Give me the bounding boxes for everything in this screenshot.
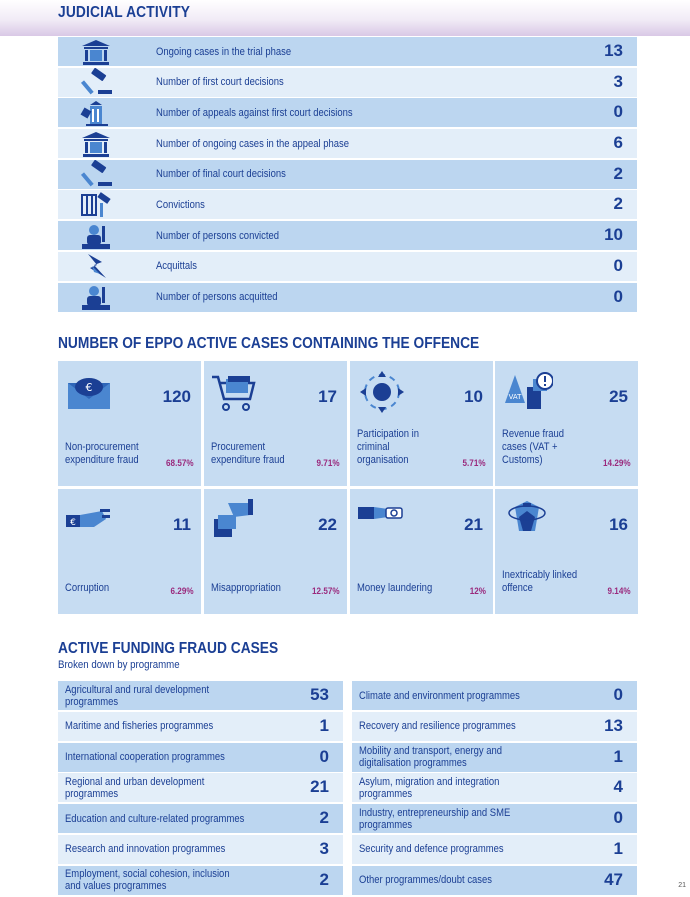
offence-card [350, 489, 493, 614]
offence-label: Inextricably linked offence [502, 569, 578, 594]
funding-row [58, 804, 343, 833]
funding-row [352, 866, 637, 895]
judicial-row-value: 13 [604, 41, 623, 60]
offence-value: 22 [318, 515, 337, 534]
misappropriation-icon [210, 497, 262, 543]
offence-card [58, 489, 201, 614]
judicial-row-value: 0 [613, 255, 623, 275]
judicial-row [58, 252, 637, 281]
judicial-activity-title: JUDICIAL ACTIVITY [58, 4, 191, 21]
judicial-row [58, 160, 637, 189]
funding-row-value: 0 [319, 746, 329, 766]
offence-value: 21 [464, 515, 483, 534]
offence-label: Participation in criminal organisation [357, 428, 420, 466]
funding-row-label: Other programmes/doubt cases [359, 874, 493, 887]
vat-customs-icon [501, 369, 553, 415]
offence-card [204, 361, 347, 486]
conviction-icon [58, 190, 134, 219]
funding-row-value: 0 [613, 808, 623, 828]
euro-envelope-icon [64, 369, 116, 415]
offence-percentage: 9.71% [317, 458, 340, 468]
funding-row [58, 712, 343, 741]
funding-row-value: 3 [319, 838, 329, 858]
judicial-row [58, 68, 637, 97]
funding-row-value: 2 [319, 869, 329, 889]
page-number: 21 [678, 882, 686, 889]
funding-row [58, 866, 343, 895]
funding-row-value: 53 [310, 685, 329, 704]
person-acquitted-icon [58, 283, 134, 312]
funding-row-label: Research and innovation programmes [65, 843, 226, 856]
funding-row-label: Climate and environment programmes [359, 689, 520, 702]
offence-value: 120 [162, 387, 191, 406]
funding-table-right [352, 681, 637, 897]
judicial-row-value: 0 [613, 102, 623, 122]
judicial-row-value: 2 [613, 194, 623, 214]
judicial-row-value: 10 [604, 225, 623, 245]
gavel-1-icon [58, 68, 134, 97]
offence-value: 11 [173, 515, 191, 534]
offence-percentage: 68.57% [166, 458, 194, 468]
offence-percentage: 14.29% [603, 458, 631, 468]
judicial-row [58, 190, 637, 219]
offence-label: Corruption [65, 582, 110, 594]
offence-percentage: 6.29% [171, 586, 194, 596]
funding-row-label: Education and culture-related programmes [65, 812, 245, 825]
funding-row-label: Employment, social cohesion, inclusion and values programmes [65, 868, 230, 893]
judicial-row-label: Number of first court decisions [156, 76, 284, 89]
funding-row-value: 4 [613, 777, 623, 797]
funding-row-value: 47 [604, 869, 623, 889]
offences-title: NUMBER OF EPPO ACTIVE CASES CONTAINING THE OFFENCE [58, 335, 480, 352]
judicial-row-label: Number of ongoing cases in the appeal phase [156, 137, 350, 150]
person-convicted-icon [58, 221, 134, 250]
judicial-row-label: Acquittals [156, 260, 198, 273]
offence-label: Non-procurement expenditure fraud [65, 441, 139, 466]
offence-percentage: 5.71% [463, 458, 486, 468]
gavel-icon [58, 160, 134, 189]
judicial-row [58, 98, 637, 127]
funding-row [58, 743, 343, 772]
funding-row [352, 835, 637, 864]
offence-label: Revenue fraud cases (VAT + Customs) [502, 428, 565, 466]
criminal-network-icon [356, 369, 408, 415]
bribe-hand-icon [64, 497, 116, 543]
judicial-row [58, 129, 637, 158]
judicial-row-label: Number of final court decisions [156, 168, 286, 181]
judicial-activity-table [58, 37, 637, 313]
judicial-row-value: 0 [613, 286, 623, 306]
funding-row [58, 681, 343, 710]
judicial-row [58, 37, 637, 66]
offence-label: Money laundering [357, 582, 433, 594]
funding-row [352, 743, 637, 772]
funding-row-value: 21 [310, 777, 329, 797]
judicial-row-label: Number of appeals against first court decisions [156, 106, 353, 119]
linked-offence-icon [501, 497, 553, 543]
funding-row-label: Maritime and fisheries programmes [65, 720, 214, 733]
funding-row [352, 773, 637, 802]
offence-card [350, 361, 493, 486]
funding-row-label: Regional and urban development programmes [65, 775, 205, 800]
shopping-cart-icon [210, 369, 262, 415]
offence-card [495, 361, 638, 486]
offence-percentage: 12.57% [312, 586, 340, 596]
offence-card [495, 489, 638, 614]
funding-row [58, 773, 343, 802]
funding-row-label: Asylum, migration and integration programmes [359, 775, 500, 800]
funding-row-value: 2 [319, 808, 329, 828]
judicial-row [58, 283, 637, 312]
funding-row-value: 0 [613, 685, 623, 704]
judicial-row [58, 221, 637, 250]
funding-title: ACTIVE FUNDING FRAUD CASES [58, 640, 279, 657]
judicial-row-label: Number of persons convicted [156, 229, 280, 242]
funding-row-value: 13 [604, 715, 623, 735]
funding-subtitle: Broken down by programme [58, 659, 180, 671]
funding-row-label: International cooperation programmes [65, 751, 225, 764]
judicial-row-label: Convictions [156, 198, 205, 211]
offence-value: 10 [464, 387, 483, 406]
offence-card [204, 489, 347, 614]
offence-value: 17 [318, 387, 337, 406]
funding-row [352, 712, 637, 741]
offence-label: Procurement expenditure fraud [211, 441, 285, 466]
funding-row-label: Agricultural and rural development programmes [65, 683, 210, 708]
judicial-row-label: Number of persons acquitted [156, 291, 278, 303]
funding-row-value: 1 [613, 746, 623, 766]
offence-value: 16 [609, 515, 628, 534]
offence-label: Misappropriation [211, 582, 281, 594]
judicial-row-value: 2 [613, 163, 623, 183]
funding-row-label: Industry, entrepreneurship and SME programmes [359, 806, 511, 831]
funding-row [58, 835, 343, 864]
court-building-2-icon [58, 129, 134, 158]
offence-percentage: 9.14% [608, 586, 631, 596]
funding-row-value: 1 [319, 715, 329, 735]
offence-card [58, 361, 201, 486]
funding-row-label: Mobility and transport, energy and digitalisation programmes [359, 745, 503, 770]
funding-table-left [58, 681, 343, 897]
acquittal-icon [58, 252, 134, 281]
money-laundering-icon [356, 497, 408, 543]
funding-row [352, 804, 637, 833]
funding-row-label: Recovery and resilience programmes [359, 720, 516, 733]
offence-percentage: 12% [469, 586, 486, 596]
judicial-row-label: Ongoing cases in the trial phase [156, 45, 292, 58]
funding-row [352, 681, 637, 710]
judicial-row-value: 6 [613, 133, 623, 153]
appeal-icon [58, 98, 134, 127]
funding-row-label: Security and defence programmes [359, 843, 504, 856]
funding-row-value: 1 [613, 838, 623, 858]
offence-value: 25 [609, 387, 628, 406]
court-building-1-icon [58, 37, 134, 66]
judicial-row-value: 3 [613, 71, 623, 91]
